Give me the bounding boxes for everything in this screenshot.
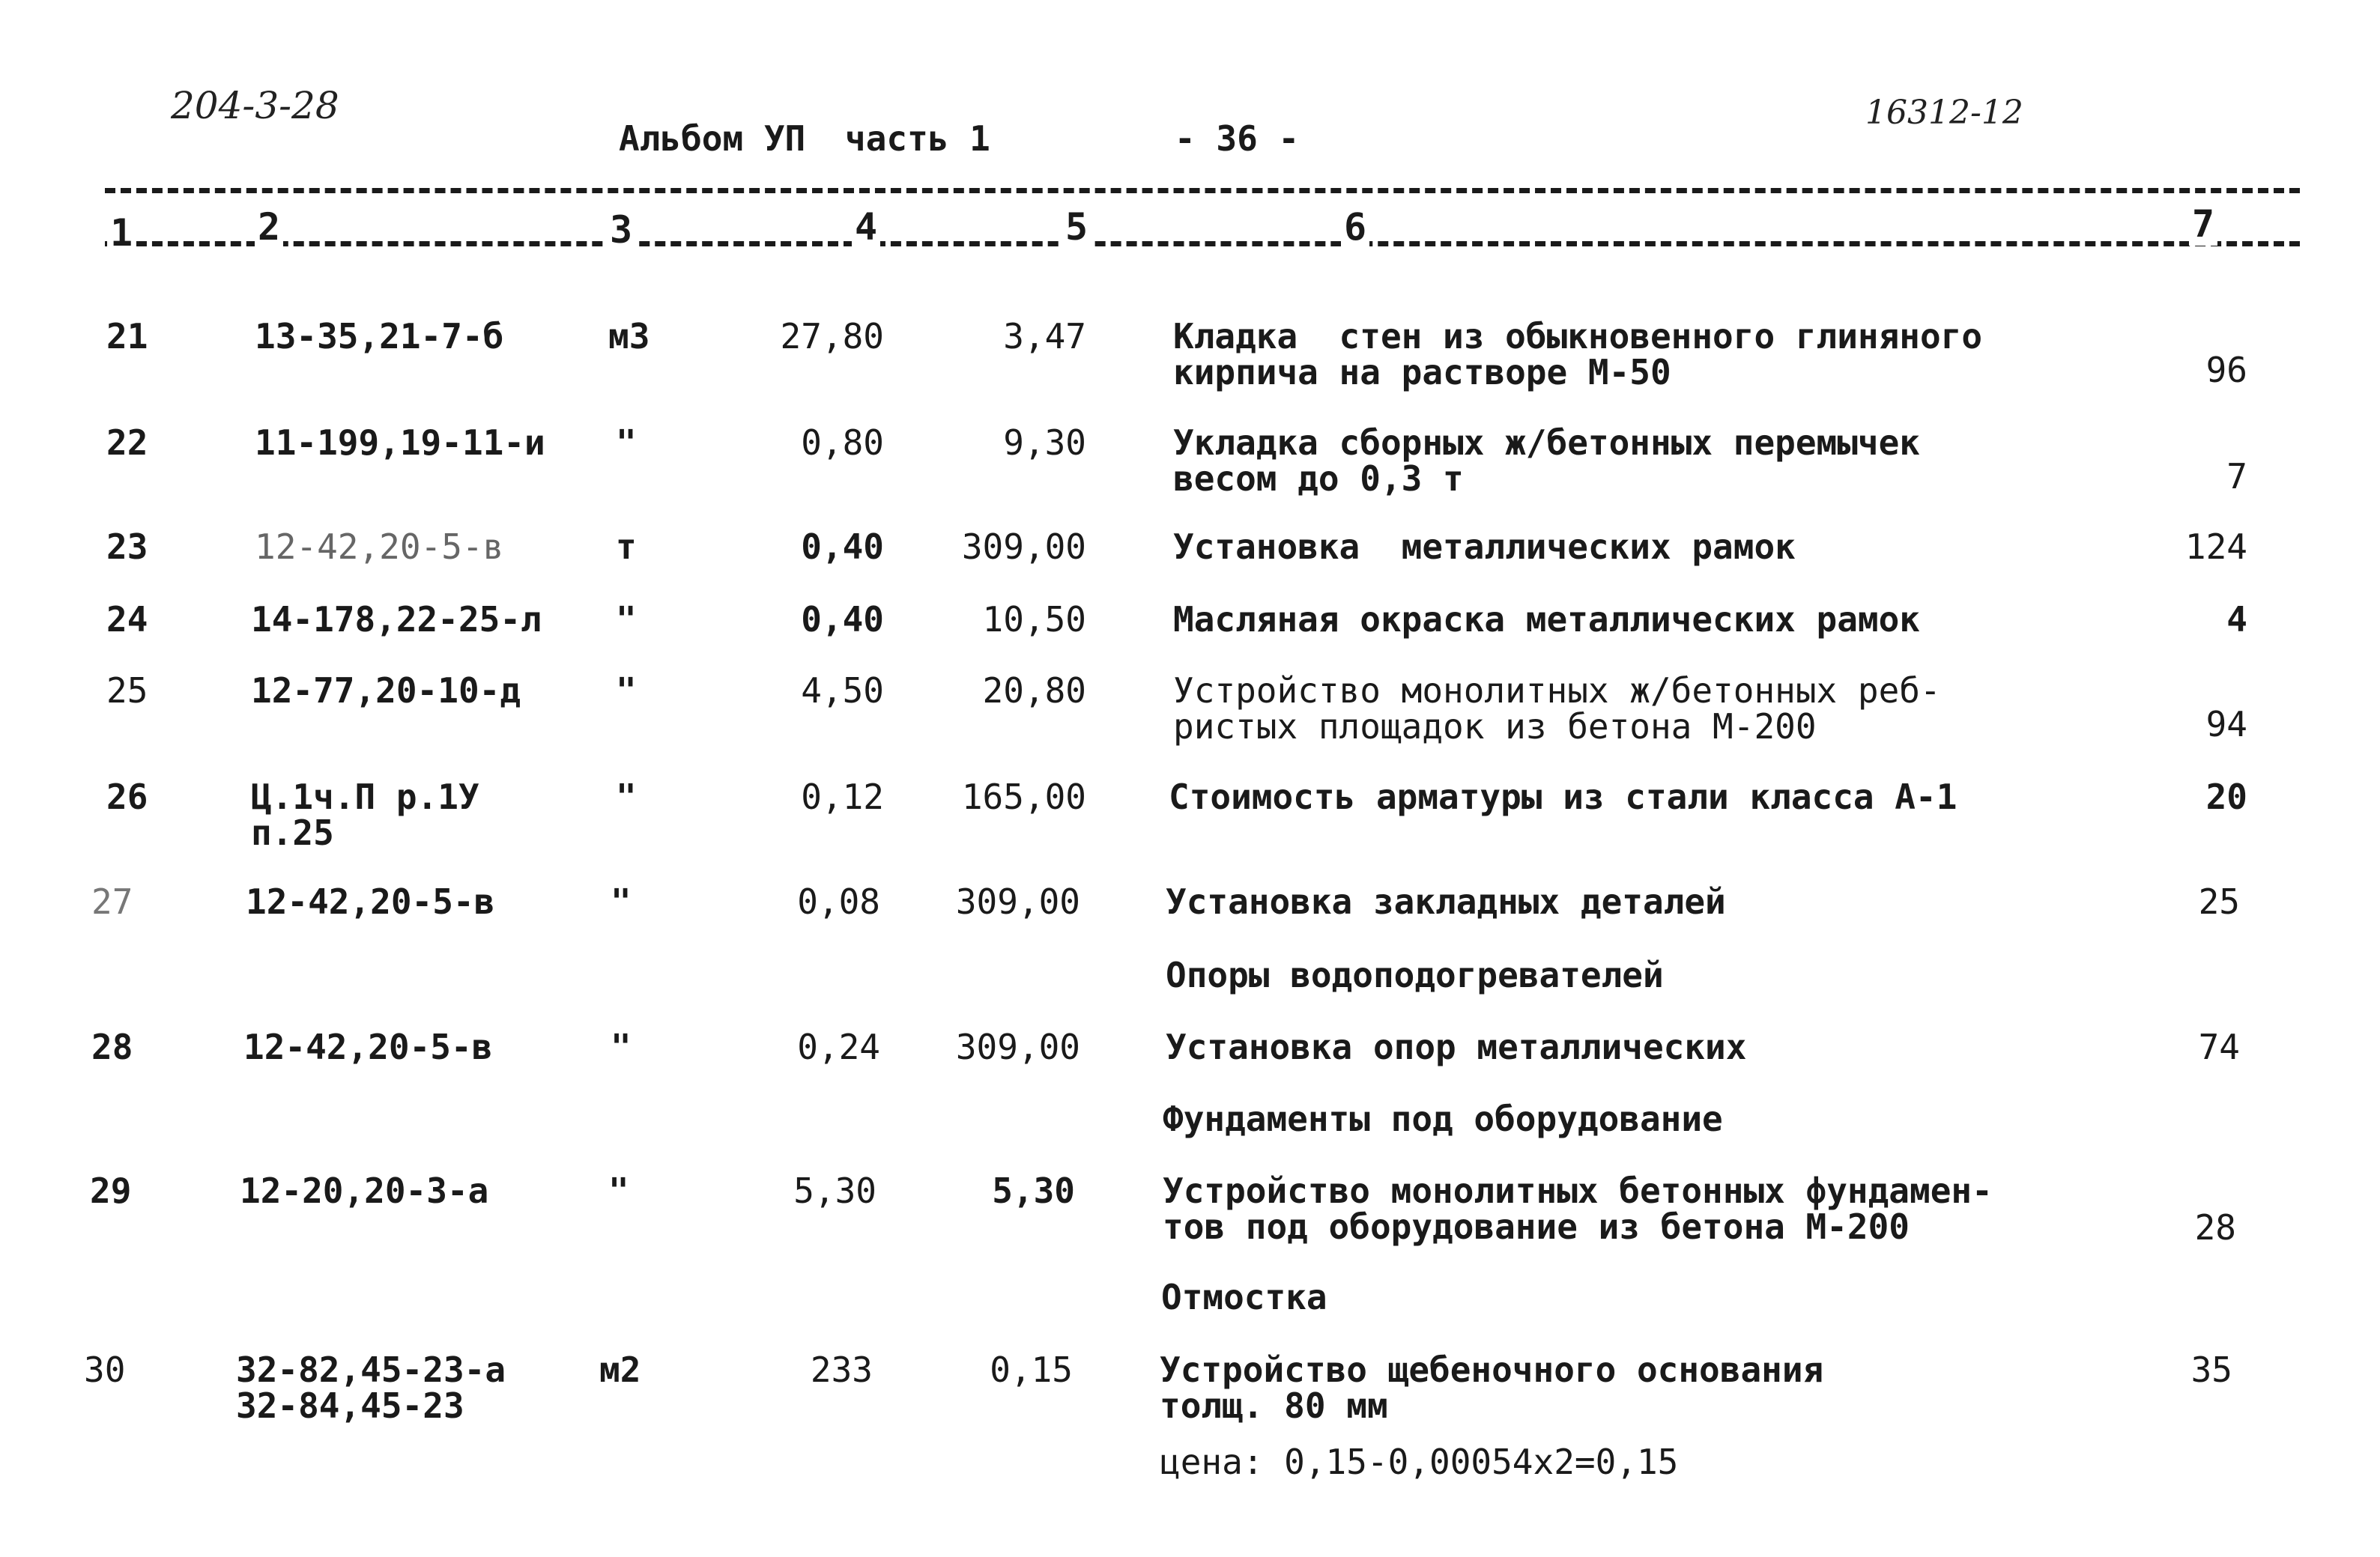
row-price: 309,00 <box>961 526 1086 567</box>
row-number: 25 <box>106 670 148 711</box>
row-total: 4 <box>2226 599 2247 640</box>
row-description: Укладка сборных ж/бетонных перемычек весом до 0,3 т <box>1173 422 1920 499</box>
row-total: 20 <box>2205 777 2247 817</box>
header-rule-top <box>105 188 2300 193</box>
price-calculation-note: цена: 0,15-0,00054х2=0,15 <box>1160 1442 1679 1482</box>
row-description: Установка закладных деталей <box>1166 881 1726 922</box>
row-total: 25 <box>2198 881 2240 922</box>
row-quantity: 5,30 <box>793 1171 876 1211</box>
row-total: 124 <box>2184 526 2247 567</box>
row-code: 12-42,20-5-в <box>255 526 504 567</box>
handwritten-document-code: 204-3-28 <box>171 84 339 127</box>
row-price: 10,50 <box>982 599 1086 640</box>
row-unit: " <box>616 670 637 711</box>
row-unit: м3 <box>608 316 650 356</box>
row-price: 165,00 <box>961 777 1086 817</box>
row-code: 12-42,20-5-в <box>246 881 495 922</box>
row-number: 28 <box>91 1027 133 1067</box>
column-number-4: 4 <box>852 205 880 249</box>
row-code: 11-199,19-11-и <box>255 422 545 463</box>
column-number-1: 1 <box>107 211 136 255</box>
header-rule-bottom <box>105 241 2300 246</box>
column-number-5: 5 <box>1062 205 1091 249</box>
section-heading-supports: Опоры водоподогревателей <box>1166 955 1664 995</box>
row-number: 29 <box>90 1171 132 1211</box>
row-description: Устройство монолитных бетонных фундамен- тов под оборудование из бетона М-200 <box>1163 1171 1993 1247</box>
row-number: 30 <box>84 1350 126 1390</box>
row-price: 0,15 <box>990 1350 1073 1390</box>
row-unit: т <box>616 526 637 567</box>
row-quantity: 0,12 <box>801 777 884 817</box>
row-number: 23 <box>106 526 148 567</box>
row-quantity: 0,40 <box>801 526 884 567</box>
row-code: 14-178,22-25-л <box>251 599 542 640</box>
row-description: Установка опор металлических <box>1166 1027 1747 1067</box>
row-quantity: 233 <box>810 1350 873 1390</box>
row-description: Устройство щебеночного основания толщ. 80 мм <box>1160 1350 1824 1426</box>
row-unit: " <box>611 1027 632 1067</box>
row-code: 12-77,20-10-д <box>251 670 521 711</box>
row-code: 32-82,45-23-а 32-84,45-23 <box>236 1350 506 1426</box>
row-unit: " <box>616 599 637 640</box>
handwritten-sheet-number: 16312-12 <box>1865 94 2023 132</box>
row-description: Стоимость арматуры из стали класса А-1 <box>1169 777 1957 817</box>
row-unit: " <box>616 777 637 817</box>
row-code: Ц.1ч.П р.1У п.25 <box>251 777 479 853</box>
row-unit: " <box>611 881 632 922</box>
column-number-7: 7 <box>2189 202 2217 246</box>
album-label: Альбом УП <box>619 118 806 159</box>
column-number-3: 3 <box>607 208 635 252</box>
row-total: 96 <box>2205 350 2247 390</box>
row-code: 12-20,20-3-а <box>240 1171 489 1211</box>
row-total: 35 <box>2190 1350 2232 1390</box>
row-description: Масляная окраска металлических рамок <box>1173 599 1920 640</box>
column-number-6: 6 <box>1341 205 1369 249</box>
row-quantity: 27,80 <box>780 316 884 356</box>
row-quantity: 0,08 <box>797 881 880 922</box>
row-code: 12-42,20-5-в <box>243 1027 493 1067</box>
row-price: 309,00 <box>955 1027 1080 1067</box>
row-price: 20,80 <box>982 670 1086 711</box>
row-quantity: 0,40 <box>801 599 884 640</box>
page-number: - 36 - <box>1175 118 1300 159</box>
section-heading-foundations: Фундаменты под оборудование <box>1163 1099 1723 1139</box>
row-price: 9,30 <box>1003 422 1086 463</box>
row-total: 94 <box>2205 704 2247 744</box>
row-description: Устройство монолитных ж/бетонных реб- ристых площадок из бетона М-200 <box>1173 670 1941 747</box>
row-total: 7 <box>2226 456 2247 497</box>
row-price: 5,30 <box>992 1171 1075 1211</box>
row-number: 26 <box>106 777 148 817</box>
row-unit: " <box>608 1171 629 1211</box>
column-number-2: 2 <box>255 205 283 249</box>
row-quantity: 0,24 <box>797 1027 880 1067</box>
row-price: 3,47 <box>1003 316 1086 356</box>
row-quantity: 4,50 <box>801 670 884 711</box>
row-number: 21 <box>106 316 148 356</box>
section-heading-blind-area: Отмостка <box>1161 1277 1327 1317</box>
row-code: 13-35,21-7-б <box>255 316 504 356</box>
row-unit: " <box>616 422 637 463</box>
row-total: 28 <box>2194 1207 2236 1248</box>
part-label: часть 1 <box>845 118 990 159</box>
row-number: 24 <box>106 599 148 640</box>
row-quantity: 0,80 <box>801 422 884 463</box>
row-description: Установка металлических рамок <box>1173 526 1796 567</box>
row-price: 309,00 <box>955 881 1080 922</box>
row-number: 22 <box>106 422 148 463</box>
row-number: 27 <box>91 881 133 922</box>
row-total: 74 <box>2198 1027 2240 1067</box>
row-unit: м2 <box>599 1350 641 1390</box>
row-description: Кладка стен из обыкновенного глиняного кирпича на растворе М-50 <box>1173 316 1983 392</box>
